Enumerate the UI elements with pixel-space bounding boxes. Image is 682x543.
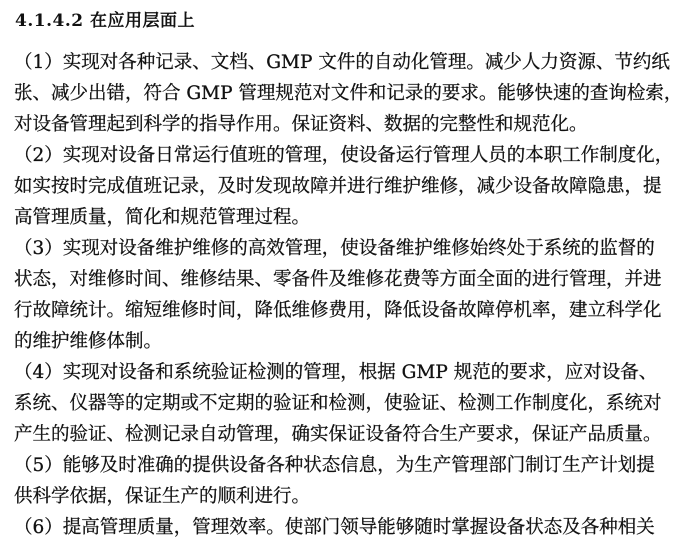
paragraph-4 bbox=[14, 357, 662, 450]
paragraph-5 bbox=[14, 450, 655, 512]
paragraph-6 bbox=[14, 512, 655, 543]
text-line: 产生的验证、检测记录自动管理，确实保证设备符合生产要求，保证产品质量。 bbox=[14, 424, 662, 445]
text-line: 供科学依据，保证生产的顺利进行。 bbox=[14, 486, 311, 507]
text-line: （3）实现对设备维护维修的高效管理，使设备维护维修始终处于系统的监督的 bbox=[14, 238, 655, 259]
text-line: （2）实现对设备日常运行值班的管理，使设备运行管理人员的本职工作制度化， bbox=[14, 145, 674, 166]
text-line: （5）能够及时准确的提供设备各种状态信息，为生产管理部门制订生产计划提 bbox=[14, 455, 655, 476]
paragraph-3 bbox=[14, 233, 662, 357]
paragraph-1 bbox=[14, 47, 682, 140]
text-line: （4）实现对设备和系统验证检测的管理，根据 GMP 规范的要求，应对设备、 bbox=[14, 362, 658, 383]
paragraph-2 bbox=[14, 140, 674, 233]
text-line: 的维护维修体制。 bbox=[14, 331, 163, 352]
text-line: 如实按时完成值班记录，及时发现故障并进行维护维修，减少设备故障隐患，提 bbox=[14, 176, 662, 197]
text-line: 系统、仪器等的定期或不定期的验证和检测，使验证、检测工作制度化，系统对 bbox=[14, 393, 662, 414]
section-heading: 4.1.4.2 在应用层面上 bbox=[15, 11, 195, 31]
text-line: 对设备管理起到科学的指导作用。保证资料、数据的完整性和规范化。 bbox=[14, 114, 588, 135]
text-line: 状态，对维修时间、维修结果、零备件及维修花费等方面全面的进行管理，并进 bbox=[14, 269, 662, 290]
text-line: 行故障统计。缩短维修时间，降低维修费用，降低设备故障停机率，建立科学化 bbox=[14, 300, 662, 321]
text-line: （6）提高管理质量，管理效率。使部门领导能够随时掌握设备状态及各种相关 bbox=[14, 517, 655, 538]
text-line: 高管理质量，简化和规范管理过程。 bbox=[14, 207, 311, 228]
text-line: 张、减少出错，符合 GMP 管理规范对文件和记录的要求。能够快速的查询检索， bbox=[14, 83, 682, 104]
text-line: （1）实现对各种记录、文档、GMP 文件的自动化管理。减少人力资源、节约纸 bbox=[14, 52, 670, 73]
document-body bbox=[14, 47, 682, 543]
